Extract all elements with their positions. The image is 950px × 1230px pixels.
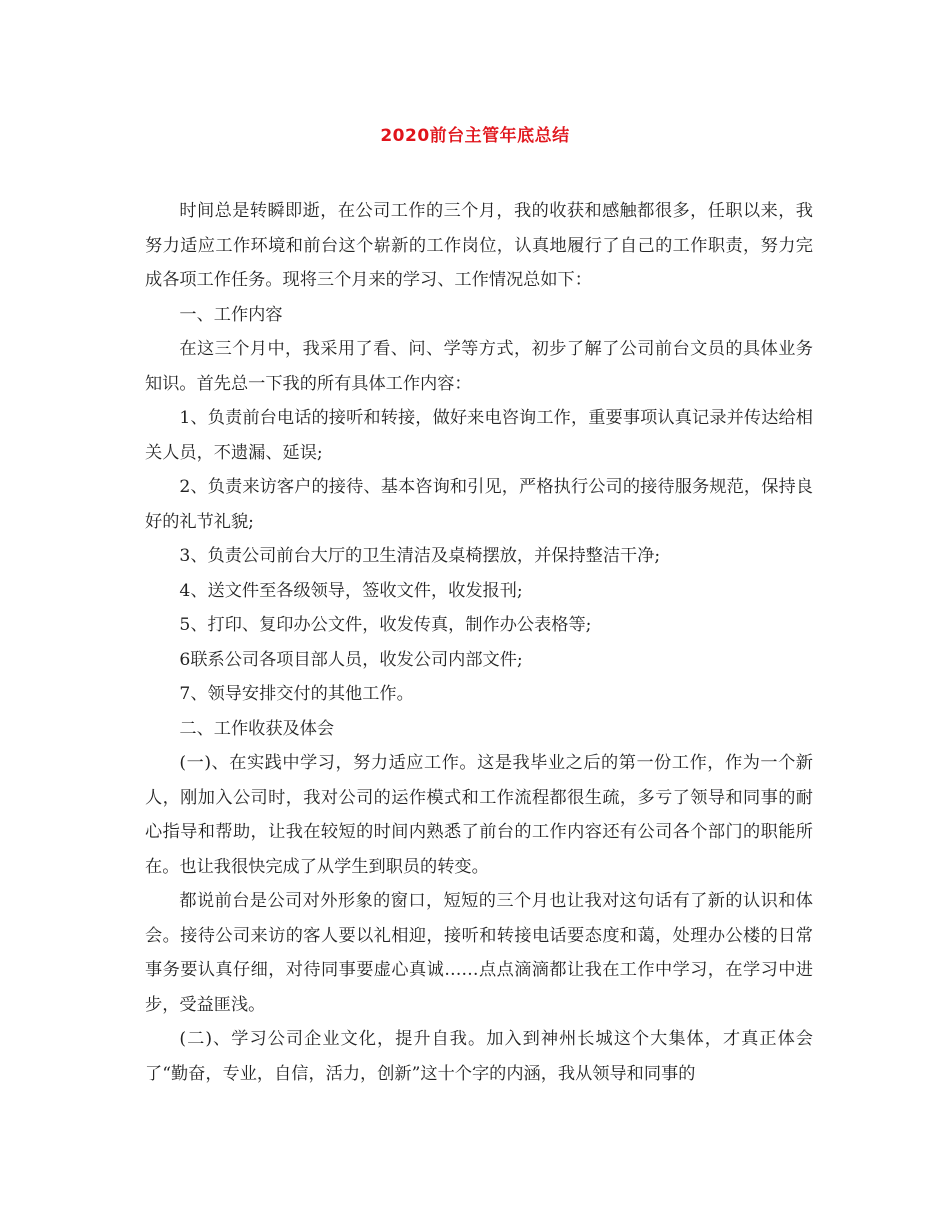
paragraph-work-overview: 在这三个月中，我采用了看、问、学等方式，初步了解了公司前台文员的具体业务知识。首先总一下我的所有具体工作内容： <box>145 339 813 394</box>
section-heading-work-content: 一、工作内容 <box>179 304 283 325</box>
paragraph-gains-2: 都说前台是公司对外形象的窗口，短短的三个月也让我对这句话有了新的认识和体会。接待公司来访的客人要以礼相迎，接听和转接电话要态度和蔼，处理办公楼的日常事务要认真仔细，对待同事要虚心真诚……点点滴滴都让我在工作中学习，在学习中进步，受益匪浅。 <box>145 891 813 1015</box>
document-body <box>145 194 813 1091</box>
list-item-4: 4、送文件至各级领导，签收文件，收发报刊; <box>179 580 523 601</box>
document-title: 2020前台主管年底总结 <box>380 126 570 146</box>
paragraph-gains-3: (二)、学习公司企业文化，提升自我。加入到神州长城这个大集体，才真正体会了“勤奋，专业，自信，活力，创新”这十个字的内涵，我从领导和同事的 <box>145 1029 813 1084</box>
list-item-7: 7、领导安排交付的其他工作。 <box>179 684 414 704</box>
list-item-5: 5、打印、复印办公文件，收发传真，制作办公表格等; <box>179 615 592 635</box>
list-item-2: 2、负责来访客户的接待、基本咨询和引见，严格执行公司的接待服务规范，保持良好的礼节礼貌; <box>145 477 813 532</box>
section-heading-gains: 二、工作收获及体会 <box>179 718 335 739</box>
list-item-3: 3、负责公司前台大厅的卫生清洁及桌椅摆放，并保持整洁干净; <box>179 546 661 566</box>
paragraph-gains-1: (一)、在实践中学习，努力适应工作。这是我毕业之后的第一份工作，作为一个新人，刚加入公司时，我对公司的运作模式和工作流程都很生疏，多亏了领导和同事的耐心指导和帮助，让我在较短的时间内熟悉了前台的工作内容还有公司各个部门的职能所在。也让我很快完成了从学生到职员的转变。 <box>145 753 813 877</box>
list-item-6: 6联系公司各项目部人员，收发公司内部文件; <box>179 649 523 670</box>
paragraph-intro: 时间总是转瞬即逝，在公司工作的三个月，我的收获和感触都很多，任职以来，我努力适应工作环境和前台这个崭新的工作岗位，认真地履行了自己的工作职责，努力完成各项工作任务。现将三个月来的学习、工作情况总如下： <box>145 201 813 290</box>
list-item-1: 1、负责前台电话的接听和转接，做好来电咨询工作，重要事项认真记录并传达给相关人员，不遗漏、延误; <box>145 408 813 463</box>
